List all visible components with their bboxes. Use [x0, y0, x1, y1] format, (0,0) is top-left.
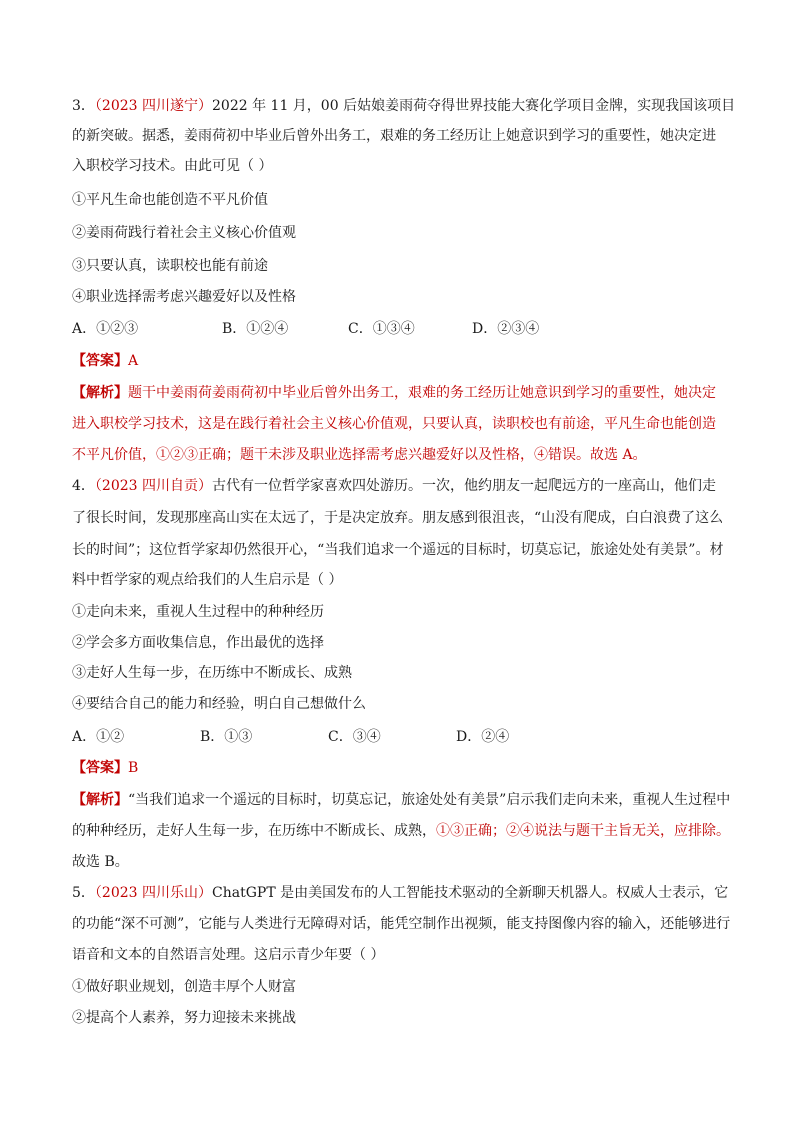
q3-analysis-line-3: 不平凡价值，①②③正确；题干未涉及职业选择需考虑兴趣爱好以及性格，④错误。故选 A。 [72, 447, 647, 463]
q4-answer [72, 758, 138, 778]
q4-number: 4． [72, 478, 95, 494]
q3-option-a: A．①②③ [72, 321, 139, 337]
q4-option-d: D．②④ [456, 729, 510, 745]
q4-option-c: C．③④ [328, 729, 381, 745]
q5-item-2: ②提高个人素养，努力迎接未来挑战 [72, 1010, 296, 1026]
q4-stem-line-3: 长的时间”；这位哲学家却仍然很开心，“当我们追求一个遥远的目标时，切莫忘记，旅途处处有美景”。材 [72, 542, 724, 558]
q4-answer-tag: 【答案】 [72, 760, 128, 776]
q4-analysis-line-2 [72, 821, 730, 841]
q3-analysis-text: 题干中姜雨荷姜雨荷初中毕业后曾外出务工，艰难的务工经历让她意识到学习的重要性，她决定 [128, 385, 716, 401]
q4-source: （2023 四川自贡） [94, 478, 213, 494]
q3-stem-text: 2022 年 11 月，00 后姑娘姜雨荷夺得世界技能大赛化学项目金牌，实现我国该项目 [212, 98, 736, 114]
q3-answer-tag: 【答案】 [72, 353, 128, 369]
q3-analysis-line-1 [72, 383, 716, 403]
q4-stem-line-4: 料中哲学家的观点给我们的人生启示是（ ） [72, 572, 343, 588]
q3-stem-line-1 [72, 96, 735, 116]
q4-option-a: A．①② [72, 729, 125, 745]
q4-item-2: ②学会多方面收集信息，作出最优的选择 [72, 635, 324, 651]
q5-number: 5． [72, 885, 95, 901]
q3-option-d: D．②③④ [472, 321, 540, 337]
q3-item-1: ①平凡生命也能创造不平凡价值 [72, 192, 268, 208]
q5-item-1: ①做好职业规划，创造丰厚个人财富 [72, 979, 296, 995]
q4-stem-text: 古代有一位哲学家喜欢四处游历。一次，他约朋友一起爬远方的一座高山，他们走 [212, 478, 717, 494]
q3-analysis-line-2: 进入职校学习技术，这是在践行着社会主义核心价值观，只要认真，读职校也有前途，平凡生命也能创造 [72, 416, 716, 432]
q3-source: （2023 四川遂宁） [94, 98, 213, 114]
q4-stem-line-2: 了很长时间，发现那座高山实在太远了，于是决定放弃。朋友感到很沮丧，“山没有爬成，白白浪费了这么 [72, 510, 724, 526]
q3-stem-line-2: 的新突破。据悉，姜雨荷初中毕业后曾外出务工，艰难的务工经历让上她意识到学习的重要性，她决定进 [72, 128, 716, 144]
q3-option-b: B．①②④ [222, 321, 289, 337]
q5-stem-line-2: 的功能“深不可测”，它能与人类进行无障碍对话，能凭空制作出视频，能支持图像内容的输入，还能够进行 [72, 916, 731, 932]
q4-analysis-text-2a: 的种种经历，走好人生每一步，在历练中不断成长、成熟， [72, 823, 436, 839]
q4-answer-value: B [128, 760, 139, 776]
q4-analysis-line-1 [72, 790, 730, 810]
q5-source: （2023 四川乐山） [94, 885, 213, 901]
q3-analysis-tag: 【解析】 [72, 385, 128, 401]
q4-item-1: ①走向未来，重视人生过程中的种种经历 [72, 604, 324, 620]
q4-stem-line-1 [72, 476, 716, 496]
q4-item-4: ④要结合自己的能力和经验，明白自己想做什么 [72, 696, 366, 712]
q3-item-4: ④职业选择需考虑兴趣爱好以及性格 [72, 289, 296, 305]
q4-analysis-text-2b: ①③正确；②④说法与题干主旨无关，应排除。 [436, 823, 730, 839]
q5-stem-line-3: 语音和文本的自然语言处理。这启示青少年要（ ） [72, 947, 385, 963]
q4-analysis-line-3: 故选 B。 [72, 854, 129, 870]
q4-analysis-text: “当我们追求一个遥远的目标时，切莫忘记，旅途处处有美景”启示我们走向未来，重视人生过程中 [128, 792, 731, 808]
q3-option-c: C．①③④ [348, 321, 415, 337]
q5-stem-text: ChatGPT 是由美国发布的人工智能技术驱动的全新聊天机器人。权威人士表示，它 [212, 885, 729, 901]
q3-item-3: ③只要认真，读职校也能有前途 [72, 258, 268, 274]
q4-analysis-tag: 【解析】 [72, 792, 128, 808]
q4-option-b: B．①③ [200, 729, 253, 745]
q3-answer [72, 351, 138, 371]
q3-item-2: ②姜雨荷践行着社会主义核心价值观 [72, 225, 296, 241]
q3-stem-line-3: 入职校学习技术。由此可见（ ） [72, 158, 273, 174]
q4-item-3: ③走好人生每一步，在历练中不断成长、成熟 [72, 665, 352, 681]
q5-stem-line-1 [72, 883, 728, 903]
q3-number: 3． [72, 98, 95, 114]
q3-answer-value: A [128, 353, 139, 369]
